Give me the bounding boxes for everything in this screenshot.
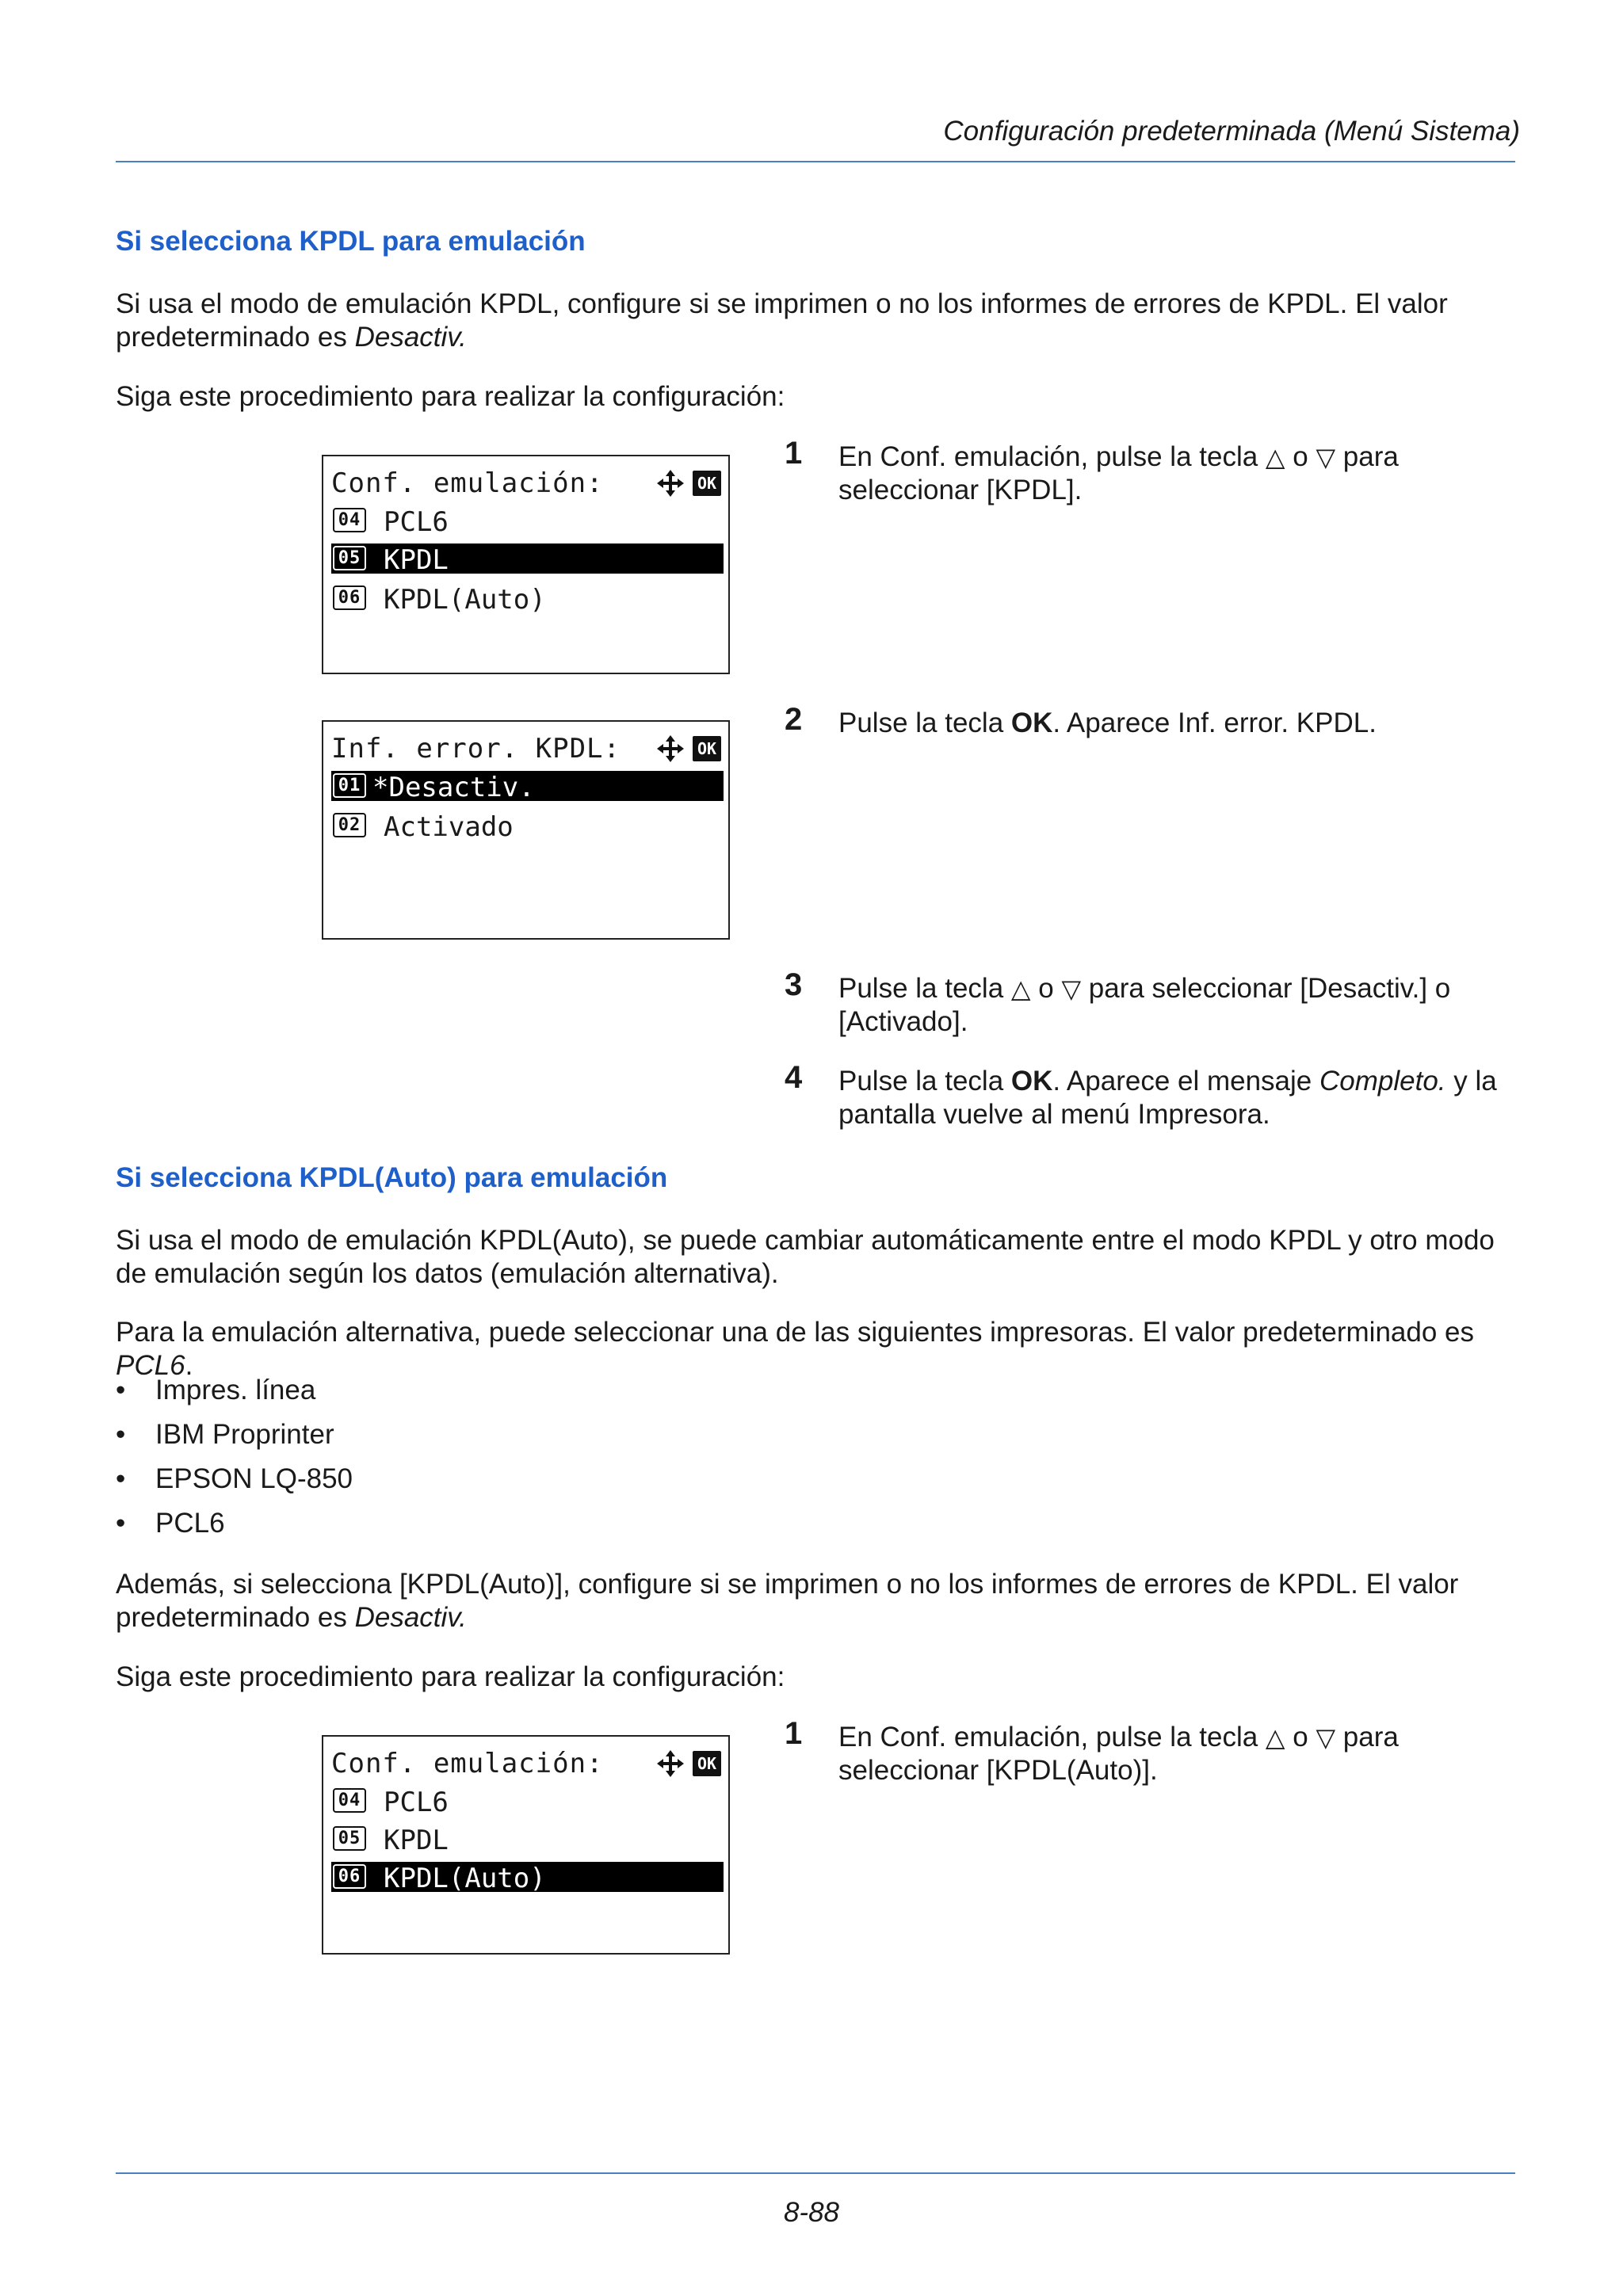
lcd-screen-emulation-kpdl [322, 455, 730, 674]
step-number: 4 [785, 1060, 803, 1095]
item-number-badge: 06 [333, 585, 366, 610]
lcd-row-label: Activado [384, 811, 514, 843]
step-number: 3 [785, 967, 803, 1002]
lcd-title: Conf. emulación: [331, 1748, 604, 1779]
list-item: • PCL6 [116, 1507, 353, 1551]
page-number: 8-88 [783, 2197, 840, 2228]
item-number-badge: 05 [333, 1826, 366, 1851]
step-number: 1 [785, 1716, 803, 1751]
section2-procedure: Siga este procedimiento para realizar la configuración: [116, 1661, 785, 1692]
up-triangle-icon: △ [1010, 974, 1031, 1003]
lcd-row-label: PCL6 [384, 506, 449, 538]
list-item: • Impres. línea [116, 1374, 353, 1418]
step-text: Pulse la tecla OK. Aparece el mensaje Completo. y la pantalla vuelve al menú Impresora. [838, 1066, 1497, 1130]
lcd-row-label: *Desactiv. [372, 772, 535, 803]
down-triangle-icon: ▽ [1061, 974, 1082, 1003]
lcd-row-label: KPDL(Auto) [384, 584, 546, 616]
lcd-title: Inf. error. KPDL: [331, 733, 621, 765]
lcd-title: Conf. emulación: [331, 467, 604, 499]
lcd-row-selected [331, 1862, 724, 1892]
ok-key-icon: OK [693, 1751, 721, 1776]
section2-extra: Además, si selecciona [KPDL(Auto)], configure si se imprimen o no los informes de errores de KPDL. El valor predeterminado es Desactiv. [116, 1569, 1459, 1633]
ok-key-icon: OK [693, 471, 721, 496]
step-number: 2 [785, 702, 803, 737]
lcd-row-label: PCL6 [384, 1787, 449, 1818]
item-number-badge: 01 [333, 773, 366, 798]
up-triangle-icon: △ [1265, 443, 1285, 471]
four-way-arrows-icon [656, 734, 685, 763]
down-triangle-icon: ▽ [1316, 443, 1336, 471]
lcd-screen-kpdl-error-report [322, 720, 730, 940]
lcd-row-label: KPDL(Auto) [384, 1863, 546, 1894]
step-number: 1 [785, 436, 803, 471]
footer-rule [116, 2172, 1515, 2174]
printer-list [116, 1374, 353, 1551]
lcd-row-label: KPDL [384, 1825, 449, 1856]
lcd-row-selected [331, 543, 724, 574]
section2-alternative: Para la emulación alternativa, puede seleccionar una de las siguientes impresoras. El valor predeterminado es PCL6. [116, 1317, 1475, 1381]
section1-procedure: Siga este procedimiento para realizar la configuración: [116, 381, 785, 412]
section-title-kpdl: Si selecciona KPDL para emulación [116, 226, 586, 257]
four-way-arrows-icon [656, 469, 685, 498]
lcd-row [331, 583, 724, 616]
four-way-arrows-icon [656, 1749, 685, 1778]
lcd-header [331, 464, 724, 499]
item-number-badge: 05 [333, 546, 366, 570]
section-title-kpdl-auto: Si selecciona KPDL(Auto) para emulación [116, 1162, 668, 1193]
header-rule [116, 161, 1515, 162]
ok-key-icon: OK [693, 736, 721, 761]
step-text: Pulse la tecla OK. Aparece Inf. error. KPDL. [838, 707, 1377, 738]
lcd-row-label: KPDL [384, 544, 449, 576]
lcd-row [331, 1824, 724, 1854]
section2-intro: Si usa el modo de emulación KPDL(Auto), se puede cambiar automáticamente entre el modo KPDL y otro modo de emulación según los datos (emulación alternativa). [116, 1225, 1495, 1289]
item-number-badge: 04 [333, 1788, 366, 1813]
list-item: • IBM Proprinter [116, 1418, 353, 1463]
down-triangle-icon: ▽ [1316, 1723, 1336, 1752]
lcd-row [331, 1786, 724, 1816]
step-text: En Conf. emulación, pulse la tecla △ o ▽ para seleccionar [KPDL]. [838, 441, 1399, 505]
running-header: Configuración predeterminada (Menú Sistema) [943, 116, 1520, 147]
lcd-row [331, 505, 724, 536]
item-number-badge: 06 [333, 1864, 366, 1889]
list-item: • EPSON LQ-850 [116, 1463, 353, 1507]
step-text: En Conf. emulación, pulse la tecla △ o ▽ para seleccionar [KPDL(Auto)]. [838, 1722, 1399, 1786]
lcd-screen-emulation-kpdl-auto [322, 1735, 730, 1955]
up-triangle-icon: △ [1265, 1723, 1285, 1752]
lcd-header [331, 1745, 724, 1779]
section1-intro: Si usa el modo de emulación KPDL, configure si se imprimen o no los informes de errores de KPDL. El valor predeterminado es Desactiv. [116, 288, 1448, 353]
lcd-row [331, 810, 724, 841]
lcd-row-selected [331, 771, 724, 801]
step-text: Pulse la tecla △ o ▽ para seleccionar [Desactiv.] o [Activado]. [838, 973, 1451, 1037]
lcd-header [331, 730, 724, 765]
item-number-badge: 04 [333, 508, 366, 532]
item-number-badge: 02 [333, 813, 366, 837]
